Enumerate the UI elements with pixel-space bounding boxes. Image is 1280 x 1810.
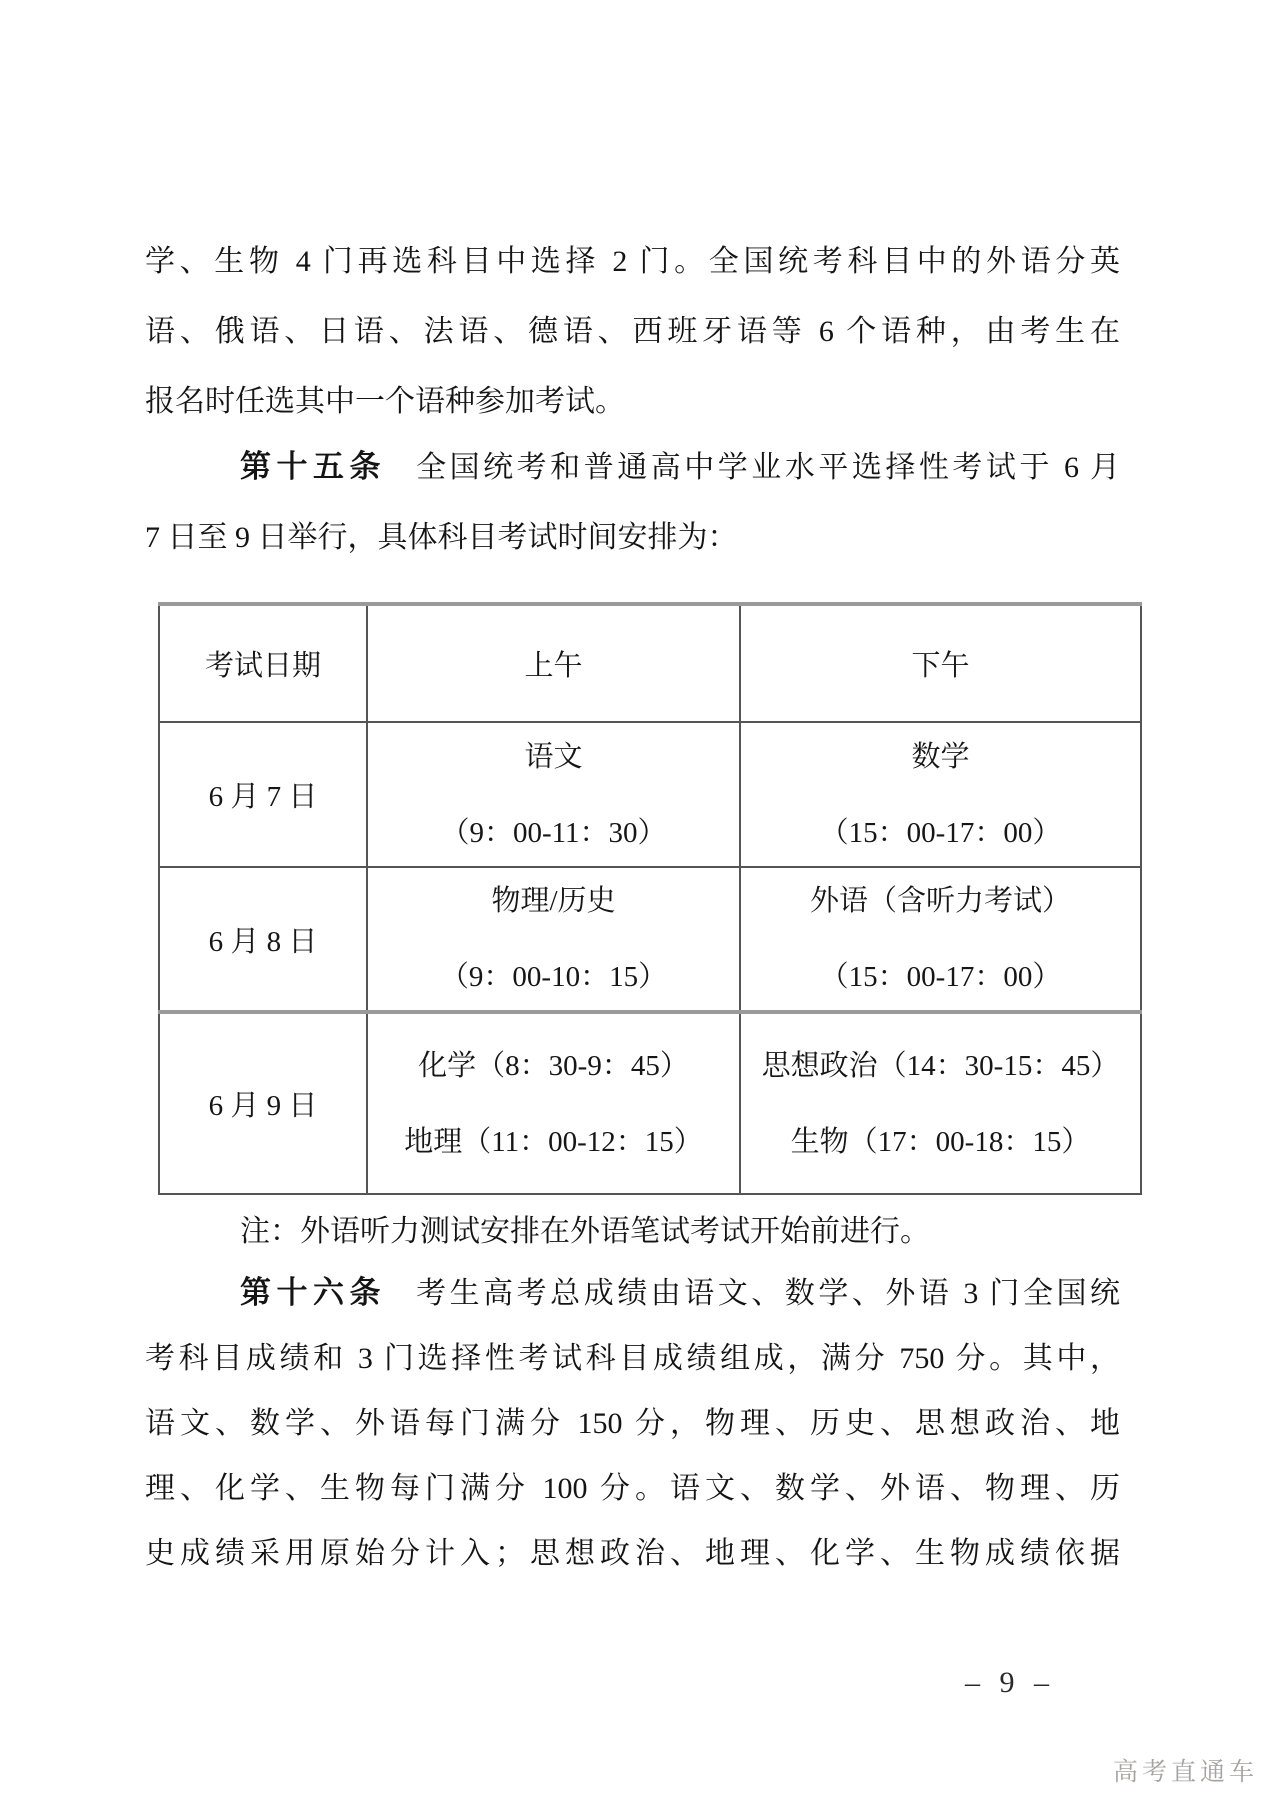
page-number: – 9 –: [965, 1666, 1055, 1699]
cell-afternoon: [740, 1012, 1141, 1194]
article-16-number: 第十六条: [240, 1275, 387, 1310]
subject-label: 语文: [524, 740, 583, 773]
body-text-line: 语文、数学、外语每门满分 150 分，物理、历史、思想政治、地: [145, 1407, 1120, 1440]
subject-label: 外语（含听力考试）: [809, 885, 1071, 917]
article-15-number: 第十五条: [240, 449, 387, 484]
time-label: （15：00-17：00）: [819, 816, 1062, 849]
article-15-text: 全国统考和普通高中学业水平选择性考试于 6 月: [416, 451, 1121, 484]
article-16-text: 考生高考总成绩由语文、数学、外语 3 门全国统: [416, 1277, 1121, 1310]
time-label: （15：00-17：00）: [819, 961, 1062, 993]
table-row-june-7: [159, 722, 1141, 867]
paragraph-foreign-languages: [145, 227, 1120, 437]
body-text-line: [145, 432, 1120, 503]
watermark: 高考直通车: [1112, 1758, 1258, 1786]
cell-morning: [367, 722, 740, 867]
subject-time-label: 思想政治（14：30-15：45）: [761, 1049, 1120, 1082]
time-label: （9：00-10：15）: [439, 961, 668, 993]
table-row-june-8: [159, 867, 1141, 1012]
table-header-morning: 上午: [367, 604, 740, 722]
subject-label: 数学: [911, 740, 970, 773]
body-text-line: [145, 1260, 1120, 1326]
subject-time-label: 地理（11：00-12：15）: [404, 1125, 703, 1158]
body-text-line: 史成绩采用原始分计入；思想政治、地理、化学、生物成绩依据: [145, 1537, 1120, 1570]
body-text-line: 报名时任选其中一个语种参加考试。: [145, 385, 625, 418]
cell-date: 6 月 9 日: [159, 1012, 367, 1194]
cell-date: 6 月 7 日: [159, 722, 367, 867]
table-header-date: 考试日期: [159, 604, 367, 722]
table-header-afternoon: 下午: [740, 604, 1141, 722]
subject-label: 物理/历史: [491, 885, 616, 917]
table-row-june-9: [159, 1012, 1141, 1194]
paragraph-article-15: [145, 432, 1120, 573]
cell-afternoon: [740, 867, 1141, 1012]
table-note: 注：外语听力测试安排在外语笔试考试开始前进行。: [240, 1215, 930, 1248]
body-text-line: 考科目成绩和 3 门选择性考试科目成绩组成，满分 750 分。其中，: [145, 1342, 1120, 1375]
paragraph-article-16: [145, 1260, 1120, 1586]
cell-date: 6 月 8 日: [159, 867, 367, 1012]
body-text-line: 学、生物 4 门再选科目中选择 2 门。全国统考科目中的外语分英: [145, 245, 1120, 278]
body-text-line: 7 日至 9 日举行，具体科目考试时间安排为：: [145, 521, 738, 554]
exam-schedule-table: [158, 602, 1142, 1195]
time-label: （9：00-11：30）: [440, 816, 667, 849]
cell-afternoon: [740, 722, 1141, 867]
body-text-line: 语、俄语、日语、法语、德语、西班牙语等 6 个语种，由考生在: [145, 315, 1120, 348]
cell-morning: [367, 867, 740, 1012]
subject-time-label: 化学（8：30-9：45）: [418, 1049, 689, 1082]
cell-morning: [367, 1012, 740, 1194]
body-text-line: 理、化学、生物每门满分 100 分。语文、数学、外语、物理、历: [145, 1472, 1120, 1505]
subject-time-label: 生物（17：00-18：15）: [790, 1125, 1091, 1158]
table-header-row: [159, 604, 1141, 722]
